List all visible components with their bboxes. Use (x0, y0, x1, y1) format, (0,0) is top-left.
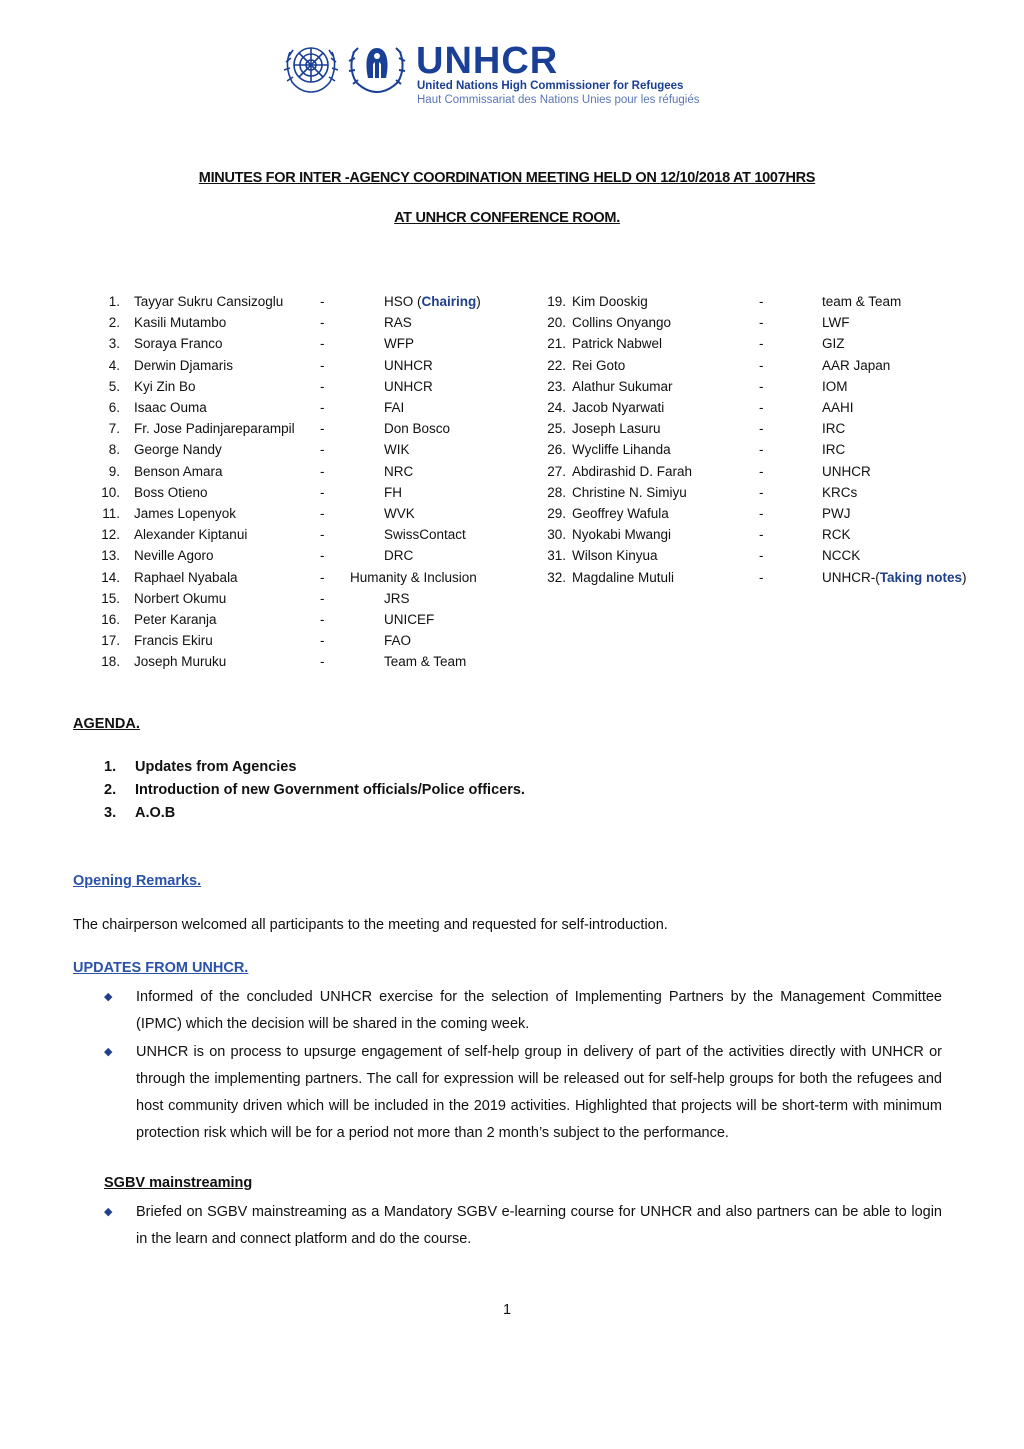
attendee-organization-name: team & Team (822, 294, 902, 309)
attendee-number: 15. (101, 590, 120, 606)
attendee-number: 12. (101, 527, 120, 543)
attendee-organization-name: RAS (384, 315, 412, 331)
attendee-name: Alathur Sukumar (572, 378, 673, 394)
attendee-name: Norbert Okumu (134, 590, 227, 606)
updates-heading: UPDATES FROM UNHCR. (73, 960, 249, 976)
diamond-bullet-icon: ◆ (104, 1206, 113, 1218)
attendee-name: Rei Goto (572, 357, 626, 373)
attendee-number: 28. (547, 484, 566, 500)
attendee-number: 7. (108, 421, 120, 437)
attendee-organization-name: WVK (384, 506, 415, 521)
attendee-organization-name: AAR Japan (822, 357, 891, 373)
un-emblem-icon (280, 38, 342, 94)
attendee-row (0, 356, 1024, 376)
attendee-separator: - (759, 336, 764, 352)
attendee-number: 8. (108, 442, 120, 458)
attendee-row (0, 652, 1024, 672)
attendee-number: 21. (547, 336, 566, 352)
attendee-organization (384, 610, 434, 630)
attendee-number: 31. (547, 548, 566, 564)
attendee-organization-name: UNHCR-( (822, 569, 880, 585)
attendee-number: 30. (547, 527, 566, 543)
agenda-item-text: Updates from Agencies (135, 759, 297, 775)
attendee-name: James Lopenyok (134, 506, 237, 521)
attendee-name: Kasili Mutambo (134, 315, 227, 331)
attendee-number: 9. (108, 463, 120, 479)
attendee-name: George Nandy (134, 442, 222, 458)
attendee-organization-name: IRC (822, 421, 846, 437)
attendee-organization-name: UNHCR (384, 378, 433, 394)
attendee-name: Francis Ekiru (134, 633, 213, 649)
attendee-separator: - (320, 378, 325, 394)
attendee-separator: - (320, 506, 325, 521)
attendee-name: Christine N. Simiyu (572, 484, 687, 500)
attendee-organization-name: Team & Team (384, 654, 467, 670)
agenda-heading: AGENDA. (73, 716, 140, 732)
attendee-organization-name: UNICEF (384, 612, 435, 627)
attendee-separator: - (320, 548, 325, 564)
attendee-organization-name: WFP (384, 336, 414, 352)
attendee-separator: - (759, 421, 764, 437)
agenda-item-number: 1. (104, 759, 117, 775)
attendee-name: Wycliffe Lihanda (572, 442, 671, 458)
attendee-number: 11. (102, 506, 120, 521)
attendee-separator: - (320, 633, 325, 649)
attendee-organization-name: WIK (384, 442, 410, 458)
attendee-name: Wilson Kinyua (572, 548, 658, 564)
attendee-separator: - (320, 336, 325, 352)
attendee-separator: - (320, 654, 325, 670)
attendee-organization-name: IRC (822, 442, 846, 458)
attendee-number: 22. (547, 357, 566, 373)
attendee-organization-name: FAO (384, 633, 412, 649)
attendee-name: Abdirashid D. Farah (572, 463, 693, 479)
attendee-number: 13. (101, 548, 120, 564)
attendee-organization-name: RCK (822, 527, 851, 543)
attendee-separator: - (320, 463, 325, 479)
attendee-organization-name: LWF (822, 315, 850, 331)
attendee-name: Boss Otieno (134, 484, 208, 500)
attendee-organization (384, 652, 466, 672)
attendee-row (0, 292, 1024, 312)
attendee-number: 14. (101, 569, 120, 585)
attendee-organization-name: FH (384, 484, 402, 500)
attendee-organization-name: Humanity & Inclusion (350, 569, 477, 585)
attendee-separator: - (320, 590, 325, 606)
attendee-name: Isaac Ouma (134, 400, 207, 415)
attendee-row (0, 504, 1024, 524)
attendee-number: 10. (101, 484, 120, 500)
update-bullet (104, 1039, 944, 1174)
attendee-separator: - (759, 357, 764, 373)
diamond-bullet-icon: ◆ (104, 991, 113, 1003)
unhcr-tagline-en: United Nations High Commissioner for Refugees (417, 80, 684, 92)
attendee-separator: - (320, 400, 325, 415)
attendee-organization-name: NCCK (822, 548, 861, 564)
attendee-separator: - (759, 527, 764, 543)
attendee-organization (822, 504, 851, 524)
attendee-number: 5. (108, 378, 120, 394)
attendee-organization-name: DRC (384, 548, 414, 564)
attendee-name: Nyokabi Mwangi (572, 527, 672, 543)
attendee-name: Geoffrey Wafula (572, 506, 669, 521)
attendee-organization (822, 313, 850, 333)
attendee-row (0, 334, 1024, 354)
attendee-number: 19. (547, 294, 566, 309)
agenda-item-text: A.O.B (135, 805, 176, 821)
attendee-name: Patrick Nabwel (572, 336, 663, 352)
attendee-number: 1. (108, 294, 120, 309)
sgbv-bullet (104, 1199, 944, 1253)
attendee-row (0, 313, 1024, 333)
sgbv-bullet-text: Briefed on SGBV mainstreaming as a Mandatory SGBV e-learning course for UNHCR and also partners can be able to login in the learn and connect platform and do the course. (136, 1204, 942, 1247)
attendee-name: Kim Dooskig (572, 294, 648, 309)
page-number: 1 (502, 1302, 512, 1318)
attendee-name: Tayyar Sukru Cansizoglu (134, 294, 284, 309)
attendee-name: Joseph Lasuru (572, 421, 661, 437)
document-title: MINUTES FOR INTER -AGENCY COORDINATION MEETING HELD ON 12/10/2018 AT 1007HRS (198, 170, 816, 186)
attendee-row (0, 440, 1024, 460)
attendee-separator: - (320, 315, 325, 331)
attendee-organization (822, 462, 871, 482)
attendee-number: 23. (547, 378, 566, 394)
attendee-organization (822, 546, 860, 566)
attendee-name: Collins Onyango (572, 315, 672, 331)
attendee-number: 26. (547, 442, 566, 458)
attendee-separator: - (320, 484, 325, 500)
attendee-organization-name: JRS (384, 590, 410, 606)
attendee-separator: - (759, 378, 764, 394)
attendee-role-note: Chairing (421, 294, 477, 309)
attendee-name: Magdaline Mutuli (572, 569, 675, 585)
attendee-separator: - (759, 569, 764, 585)
attendee-separator: - (320, 442, 325, 458)
attendee-number: 6. (108, 400, 120, 415)
attendee-separator: - (320, 569, 325, 585)
attendee-name: Jacob Nyarwati (572, 400, 665, 415)
attendee-separator: - (320, 612, 325, 627)
diamond-bullet-icon: ◆ (104, 1046, 113, 1058)
agenda-item (104, 805, 175, 821)
attendee-row (0, 483, 1024, 503)
attendee-organization-name: SwissContact (384, 527, 466, 543)
agenda-item (104, 759, 296, 775)
attendee-name: Benson Amara (134, 463, 223, 479)
attendee-separator: - (759, 442, 764, 458)
attendee-name: Raphael Nyabala (134, 569, 238, 585)
attendee-name: Neville Agoro (134, 548, 214, 564)
attendee-organization (822, 334, 845, 354)
attendee-number: 24. (547, 400, 566, 415)
attendee-separator: - (759, 315, 764, 331)
attendee-number: 20. (547, 315, 566, 331)
attendee-organization-name: KRCs (822, 484, 858, 500)
attendee-number: 29. (547, 506, 566, 521)
attendee-organization-name: Don Bosco (384, 421, 451, 437)
attendee-row (0, 546, 1024, 566)
attendee-number: 16. (101, 612, 120, 627)
header-logo (280, 38, 740, 112)
attendee-organization-name: NRC (384, 463, 414, 479)
attendee-name: Kyi Zin Bo (134, 378, 196, 394)
attendee-name: Alexander Kiptanui (134, 527, 248, 543)
attendee-organization (384, 589, 410, 609)
opening-remarks-heading: Opening Remarks. (73, 873, 202, 889)
attendee-row (0, 462, 1024, 482)
attendee-organization (822, 525, 851, 545)
attendee-separator: - (320, 357, 325, 373)
update-bullet (104, 984, 944, 1038)
attendee-number: 2. (108, 315, 120, 331)
attendee-organization-name: IOM (822, 378, 848, 394)
attendee-row (0, 377, 1024, 397)
attendee-organization (822, 356, 890, 376)
agenda-item (104, 782, 525, 798)
attendee-name: Soraya Franco (134, 336, 223, 352)
document-subtitle: AT UNHCR CONFERENCE ROOM. (394, 210, 620, 226)
attendee-organization-name: AAHI (822, 400, 854, 415)
attendee-row (0, 525, 1024, 545)
agenda-item-number: 3. (104, 805, 117, 821)
attendee-organization (822, 440, 845, 460)
unhcr-emblem-icon (346, 38, 408, 94)
attendee-role-close: ) (476, 294, 481, 309)
attendee-organization-name: FAI (384, 400, 405, 415)
attendee-organization-name: PWJ (822, 506, 851, 521)
attendee-separator: - (320, 294, 325, 309)
attendee-number: 3. (108, 336, 120, 352)
attendee-organization-name: UNHCR (822, 463, 871, 479)
attendee-separator: - (759, 548, 764, 564)
attendee-row (0, 589, 1024, 609)
attendee-row (0, 610, 1024, 630)
attendee-number: 27. (547, 463, 566, 479)
attendee-separator: - (320, 421, 325, 437)
attendee-row (0, 398, 1024, 418)
attendee-organization-name: GIZ (822, 336, 845, 352)
attendee-separator: - (759, 506, 764, 521)
attendee-name: Derwin Djamaris (134, 357, 234, 373)
attendee-organization (822, 568, 967, 588)
attendee-separator: - (320, 527, 325, 543)
attendee-organization (822, 377, 848, 397)
attendee-organization (822, 292, 901, 312)
attendee-number: 25. (547, 421, 566, 437)
attendee-organization (384, 631, 411, 651)
attendee-separator: - (759, 484, 764, 500)
attendee-role-close: ) (962, 569, 967, 585)
attendee-separator: - (759, 294, 764, 309)
attendee-number: 17. (101, 633, 120, 649)
sgbv-heading: SGBV mainstreaming (104, 1175, 253, 1191)
attendee-number: 32. (547, 569, 566, 585)
attendee-role-note: Taking notes (879, 569, 963, 585)
attendee-organization-name: UNHCR (384, 357, 433, 373)
unhcr-tagline-fr: Haut Commissariat des Nations Unies pour les réfugiés (417, 94, 700, 106)
attendee-number: 4. (108, 357, 120, 373)
attendee-row (0, 631, 1024, 651)
attendee-row (0, 419, 1024, 439)
attendee-number: 18. (101, 654, 120, 670)
attendee-name: Fr. Jose Padinjareparampil (134, 421, 295, 437)
agenda-item-text: Introduction of new Government officials/Police officers. (135, 782, 525, 798)
attendee-organization (822, 419, 845, 439)
unhcr-wordmark: UNHCR (416, 40, 559, 82)
attendee-separator: - (759, 463, 764, 479)
update-bullet-text: UNHCR is on process to upsurge engagement of self-help group in delivery of part of the activities directly with UNHCR or through the implementing partners. The call for expression will be released out for self-help groups for both the refugees and host community driven which will be included in the 2019 activities. Highlighted that projects will be short-term with minimum protection risk which will be for a period not more than 2 month’s subject to the performance. (136, 1044, 942, 1141)
agenda-item-number: 2. (104, 782, 117, 798)
attendee-name: Joseph Muruku (134, 654, 227, 670)
attendee-organization-name: HSO ( (384, 294, 422, 309)
attendee-separator: - (759, 400, 764, 415)
update-bullet-text: Informed of the concluded UNHCR exercise for the selection of Implementing Partners by the Management Committee (IPMC) which the decision will be shared in the coming week. (136, 989, 942, 1032)
attendee-organization (822, 483, 857, 503)
attendee-row (0, 568, 1024, 588)
attendee-organization (822, 398, 854, 418)
attendee-name: Peter Karanja (134, 612, 217, 627)
opening-remarks-text: The chairperson welcomed all participants to the meeting and requested for self-introduction. (73, 917, 668, 933)
